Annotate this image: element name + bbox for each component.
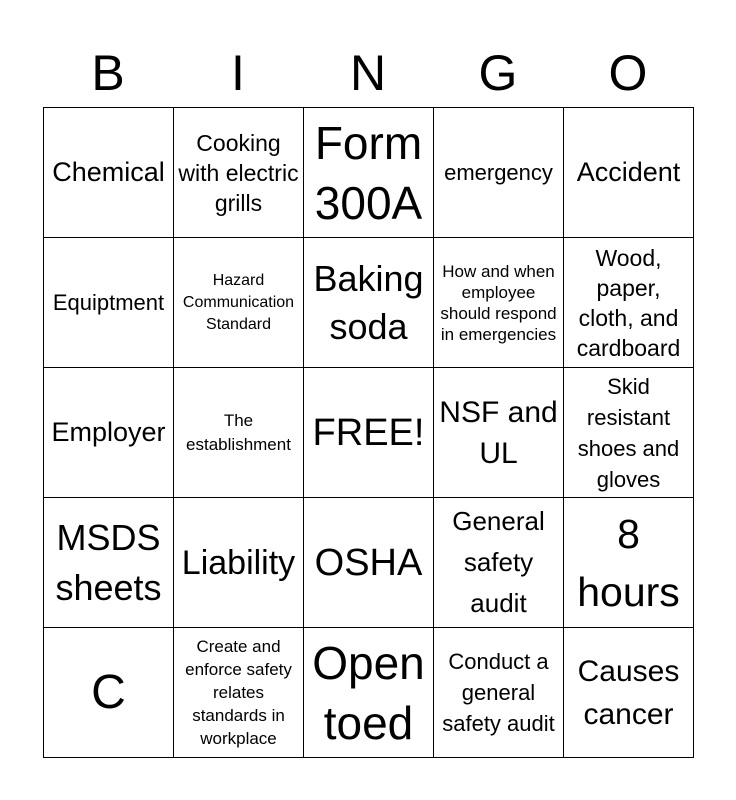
- bingo-cell-r5-c4[interactable]: Conduct a general safety audit: [434, 628, 564, 758]
- bingo-cell-r1-c1[interactable]: Chemical: [44, 108, 174, 238]
- bingo-cell-r5-c3[interactable]: Open toed: [304, 628, 434, 758]
- bingo-cell-r2-c4[interactable]: How and when employee should respond in emergencies: [434, 238, 564, 368]
- bingo-cell-r2-c1[interactable]: Equiptment: [44, 238, 174, 368]
- bingo-cell-r4-c3[interactable]: OSHA: [304, 498, 434, 628]
- bingo-board: [43, 107, 694, 758]
- bingo-cell-r3-c2[interactable]: The establishment: [174, 368, 304, 498]
- bingo-cell-r1-c3[interactable]: Form 300A: [304, 108, 434, 238]
- bingo-cell-r2-c5[interactable]: Wood, paper, cloth, and cardboard: [564, 238, 694, 368]
- bingo-cell-r1-c2[interactable]: Cooking with electric grills: [174, 108, 304, 238]
- header-letter-g: G: [478, 45, 518, 101]
- bingo-cell-r4-c4[interactable]: General safety audit: [434, 498, 564, 628]
- bingo-cell-r1-c5[interactable]: Accident: [564, 108, 694, 238]
- bingo-cell-r5-c2[interactable]: Create and enforce safety relates standards in workplace: [174, 628, 304, 758]
- bingo-cell-r3-c1[interactable]: Employer: [44, 368, 174, 498]
- bingo-cell-r2-c2[interactable]: Hazard Communication Standard: [174, 238, 304, 368]
- bingo-cell-r1-c4[interactable]: emergency: [434, 108, 564, 238]
- bingo-cell-r2-c3[interactable]: Baking soda: [304, 238, 434, 368]
- bingo-cell-r5-c5[interactable]: Causes cancer: [564, 628, 694, 758]
- header-letter-b: B: [91, 45, 125, 101]
- bingo-cell-r3-c4[interactable]: NSF and UL: [434, 368, 564, 498]
- header-letter-o: O: [608, 45, 648, 101]
- bingo-cell-r4-c2[interactable]: Liability: [174, 498, 304, 628]
- bingo-cell-r5-c1[interactable]: C: [44, 628, 174, 758]
- bingo-cell-r3-c3[interactable]: FREE!: [304, 368, 434, 498]
- bingo-header: [43, 40, 693, 106]
- bingo-cell-r3-c5[interactable]: Skid resistant shoes and gloves: [564, 368, 694, 498]
- header-letter-i: I: [231, 45, 245, 101]
- bingo-cell-r4-c5[interactable]: 8 hours: [564, 498, 694, 628]
- bingo-cell-r4-c1[interactable]: MSDS sheets: [44, 498, 174, 628]
- header-letter-n: N: [349, 45, 387, 101]
